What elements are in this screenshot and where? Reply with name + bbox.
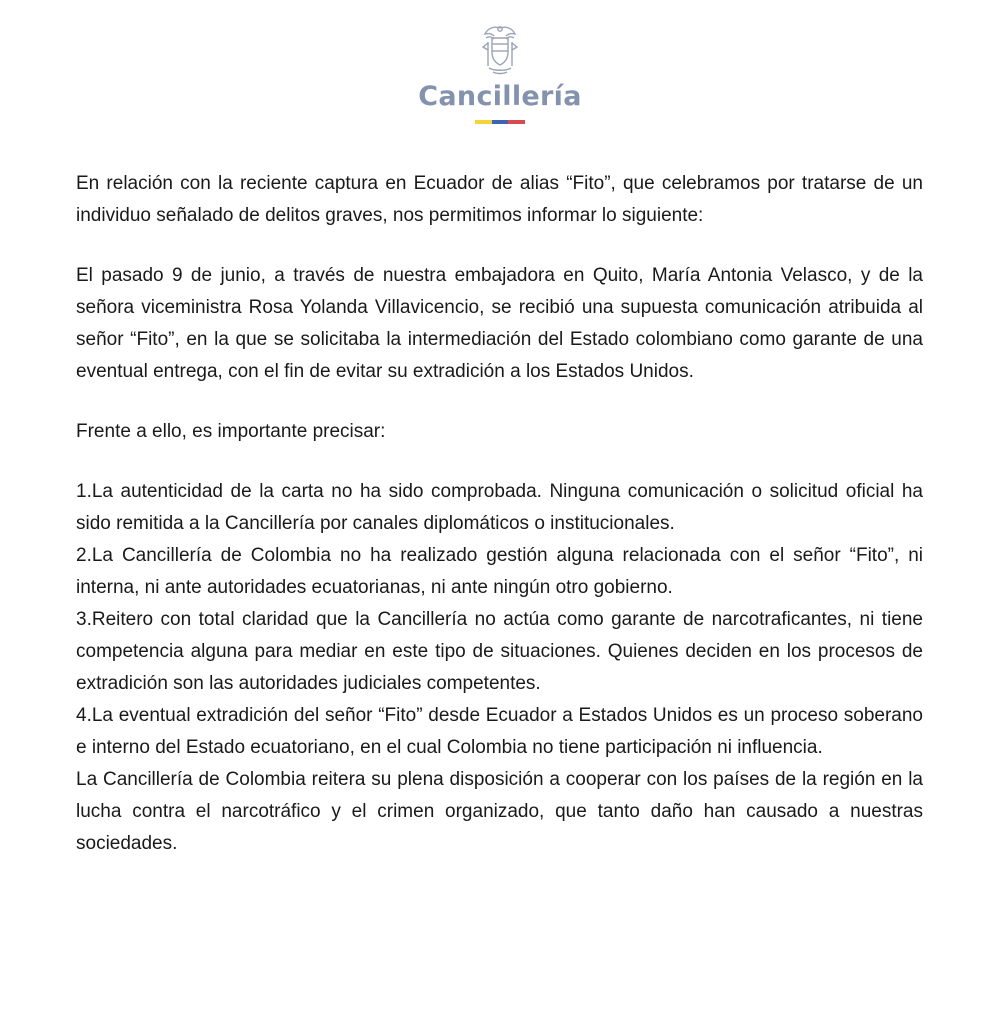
flag-stripe-red xyxy=(508,120,525,124)
statement-body xyxy=(76,168,923,860)
closing-paragraph: La Cancillería de Colombia reitera su plena disposición a cooperar con los países de la región en la lucha contra el narcotráfico y el crimen organizado, que tanto daño han causado a nuestras sociedades. xyxy=(76,769,923,854)
flag-stripe-blue xyxy=(492,120,509,124)
brand-name: Cancillería xyxy=(418,81,582,112)
flag-stripe-yellow xyxy=(475,120,492,124)
context-paragraph: El pasado 9 de junio, a través de nuestra embajadora en Quito, María Antonia Velasco, y de la señora viceministra Rosa Yolanda Villavicencio, se recibió una supuesta comunicación atribuida al señor “Fito”, en la que se solicitaba la intermediación del Estado colombiano como garante de una eventual entrega, con el fin de evitar su extradición a los Estados Unidos. xyxy=(76,265,923,382)
list-item-3: 3.Reitero con total claridad que la Cancillería no actúa como garante de narcotraficantes, ni tiene competencia alguna para mediar en este tipo de situaciones. Quienes deciden en los procesos de extradición son las autoridades judiciales competentes. xyxy=(76,609,923,694)
list-item-2: 2.La Cancillería de Colombia no ha realizado gestión alguna relacionada con el señor “Fito”, ni interna, ni ante autoridades ecuatorianas, ni ante ningún otro gobierno. xyxy=(76,545,923,598)
coat-of-arms-icon xyxy=(480,22,520,78)
letterhead xyxy=(0,22,1000,124)
list-item-1: 1.La autenticidad de la carta no ha sido comprobada. Ninguna comunicación o solicitud oficial ha sido remitida a la Cancillería por canales diplomáticos o institucionales. xyxy=(76,481,923,534)
list-item-4: 4.La eventual extradición del señor “Fito” desde Ecuador a Estados Unidos es un proceso soberano e interno del Estado ecuatoriano, en el cual Colombia no tiene participación ni influencia. xyxy=(76,705,923,758)
intro-paragraph: En relación con la reciente captura en Ecuador de alias “Fito”, que celebramos por tratarse de un individuo señalado de delitos graves, nos permitimos informar lo siguiente: xyxy=(76,173,923,226)
colombia-flag-bar xyxy=(475,120,525,124)
clarification-heading: Frente a ello, es importante precisar: xyxy=(76,421,386,442)
